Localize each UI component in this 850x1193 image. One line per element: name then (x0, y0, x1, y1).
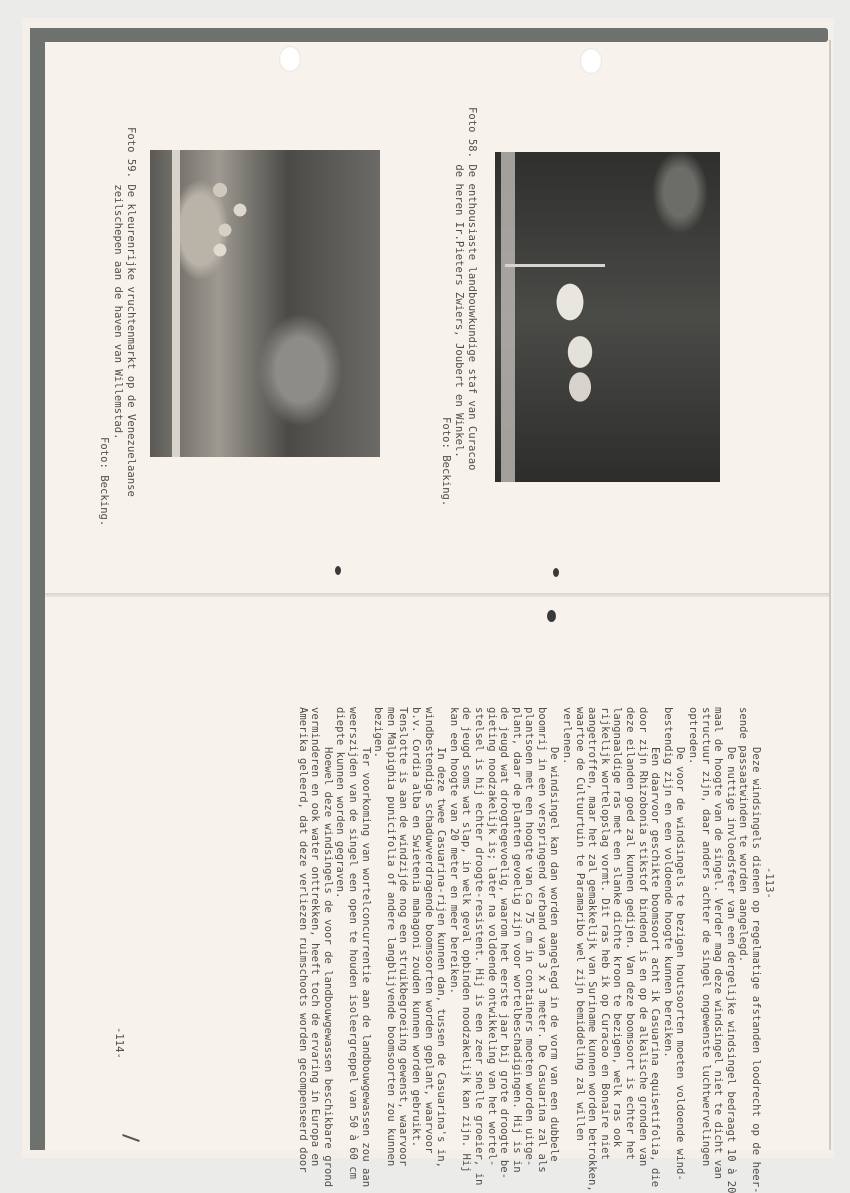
text-line: Deze windsingels dienen op regelmatige afstanden loodrecht op de heer- (750, 747, 762, 1193)
text-line: weerszijden van de singel een open te houden isoleergreppel van 50 à 60 cm (347, 707, 359, 1179)
text-line: optreden. (687, 707, 700, 765)
text-line: de jeugd wat droogtegevoelig, waarom het eerste jaar bij grote droogte be- (498, 707, 511, 1179)
binder-strip-left (30, 28, 45, 1150)
text-line: Een daarvoor geschikte boomsoort acht ik Casuarina equisetifolia, die (649, 747, 662, 1188)
text-line: Hoewel deze windsingels de voor de landbouwgewassen beschikbare grond (321, 747, 334, 1188)
text-line: diepte kunnen worden gegraven. (334, 707, 347, 899)
text-line: De voor de windsingels te bezigen houtsoorten moeten voldoende wind- (674, 747, 687, 1181)
text-line: boomrij in een verspringend verband van 3 x 3 meter. De Casuarina zal als (535, 707, 548, 1173)
text-line: windbestendige schaduwverdragende boomsoorten worden geplant, waarvoor (422, 707, 435, 1154)
text-line: bestendig zijn en een voldoende hoogte kunnen bereiken. (661, 707, 674, 1058)
text-line: bezigen. (372, 707, 385, 759)
binder-strip-top (30, 28, 828, 42)
caption-58-line-2: de heren Ir.Pieters Zwiers, Joubert en Winkel. (453, 107, 465, 458)
text-line: Amerika geleerd, dat deze verliezen ruimschoots worden gecompenseerd door (296, 707, 309, 1173)
text-line: de jeugd soms wat slap, in welk geval opbinden noodzakelijk kan zijn. Hij (460, 707, 473, 1173)
text-line: door zijn Rhizobonia stikstof bindend is en op de alkalische gronden van (636, 707, 649, 1167)
text-line: b.v. Cordia alba en Swietenia mahagoni zouden kunnen worden gebruikt. (409, 707, 422, 1148)
text-line: De windsingel kan dan worden aangelegd in de vorm van een dubbele (548, 747, 561, 1162)
text-line: aangetroffen, maar het zal gemakkelijk van Suriname kunnen worden betrokken, (586, 707, 599, 1192)
text-line: Ter voorkoming van wortelconcurrentie aan de landbouwgewassen zou aan (359, 747, 372, 1188)
page-number-113: -113- (763, 867, 775, 899)
text-line: men Malpighia punicifolia of andere langblijvende boomsoorten zou kunnen (384, 707, 397, 1167)
caption-58-credit: Foto: Becking. (440, 417, 452, 507)
photo-59 (150, 150, 380, 457)
text-line: maal de hoogte van de singel. Verder mag deze windsingel niet te dicht van (712, 707, 725, 1179)
photo-road (501, 152, 515, 482)
bottom-page-rotated-content (45, 597, 830, 1193)
text-line: langnaaldige ras met een slanke dichte kroon te bezigen, welk ras ook (611, 707, 624, 1148)
text-line: kan een hoogte van 20 meter en meer bereiken. (447, 707, 460, 995)
text-line: rijkelijk wortelopslag vormt. Dit ras heb ik op Curacao en Bonaire niet (598, 707, 611, 1160)
text-line: Tenslotte is aan de windzijde nog een struikbegroeiing gewenst, waarvoor (397, 707, 410, 1167)
caption-59-line-2: zeilschepen aan de haven van Willemstad. (112, 127, 124, 440)
text-line: verlenen. (561, 707, 574, 765)
body-text (296, 707, 762, 1193)
text-line: gieting noodzakelijk is; later na voldoende ontwikkeling van het wortel- (485, 707, 498, 1167)
photo-58 (495, 152, 720, 482)
text-line: deze eilanden goed zal kunnen gedijen. Van deze boomsoort is echter het (624, 707, 637, 1160)
text-line: plantsoen met een hoogte van ca 75 cm in containers moeten worden uitge- (523, 707, 536, 1167)
caption-59-line-1: Foto 59. De kleurenrijke vruchtenmarkt op de Venezuelaanse (125, 127, 137, 497)
top-page-rotated-content (45, 45, 830, 595)
caption-58-line-1: Foto 58. De enthousiaste landbouwkundige staf van Curacao (466, 107, 478, 471)
text-line: plant, daar de planten gevoelig zijn voor wortelbeschadigingen. Hij is in (510, 707, 523, 1173)
text-line: sende passaatwinden te worden aangelegd. (737, 707, 750, 963)
text-line: verminderen en ook water onttrekken, heeft toch de ervaring in Europa en (309, 707, 322, 1167)
pencil-mark (122, 1134, 140, 1142)
caption-59-credit: Foto: Becking. (98, 437, 110, 527)
photo-post (505, 264, 605, 267)
text-line: In deze twee Casuarina-rijen kunnen dan, tussen de Casuarina's in, (435, 747, 448, 1168)
photo-stall (172, 150, 180, 457)
page-number-114: -114- (113, 1027, 125, 1059)
text-line: structuur zijn, daar anders achter de singel ongewenste luchtwervelingen (699, 707, 712, 1167)
text-line: stelsel is hij echter droogte-resistent. Hij is een zeer snelle groeier, in (472, 707, 485, 1186)
text-line: De nuttige invloedsfeer van een dergelijke windsingel bedraagt 10 à 20 (724, 747, 737, 1193)
text-line: waartoe de Cultuurtuin te Paramaribo wel zijn bemiddeling zal willen (573, 707, 586, 1141)
